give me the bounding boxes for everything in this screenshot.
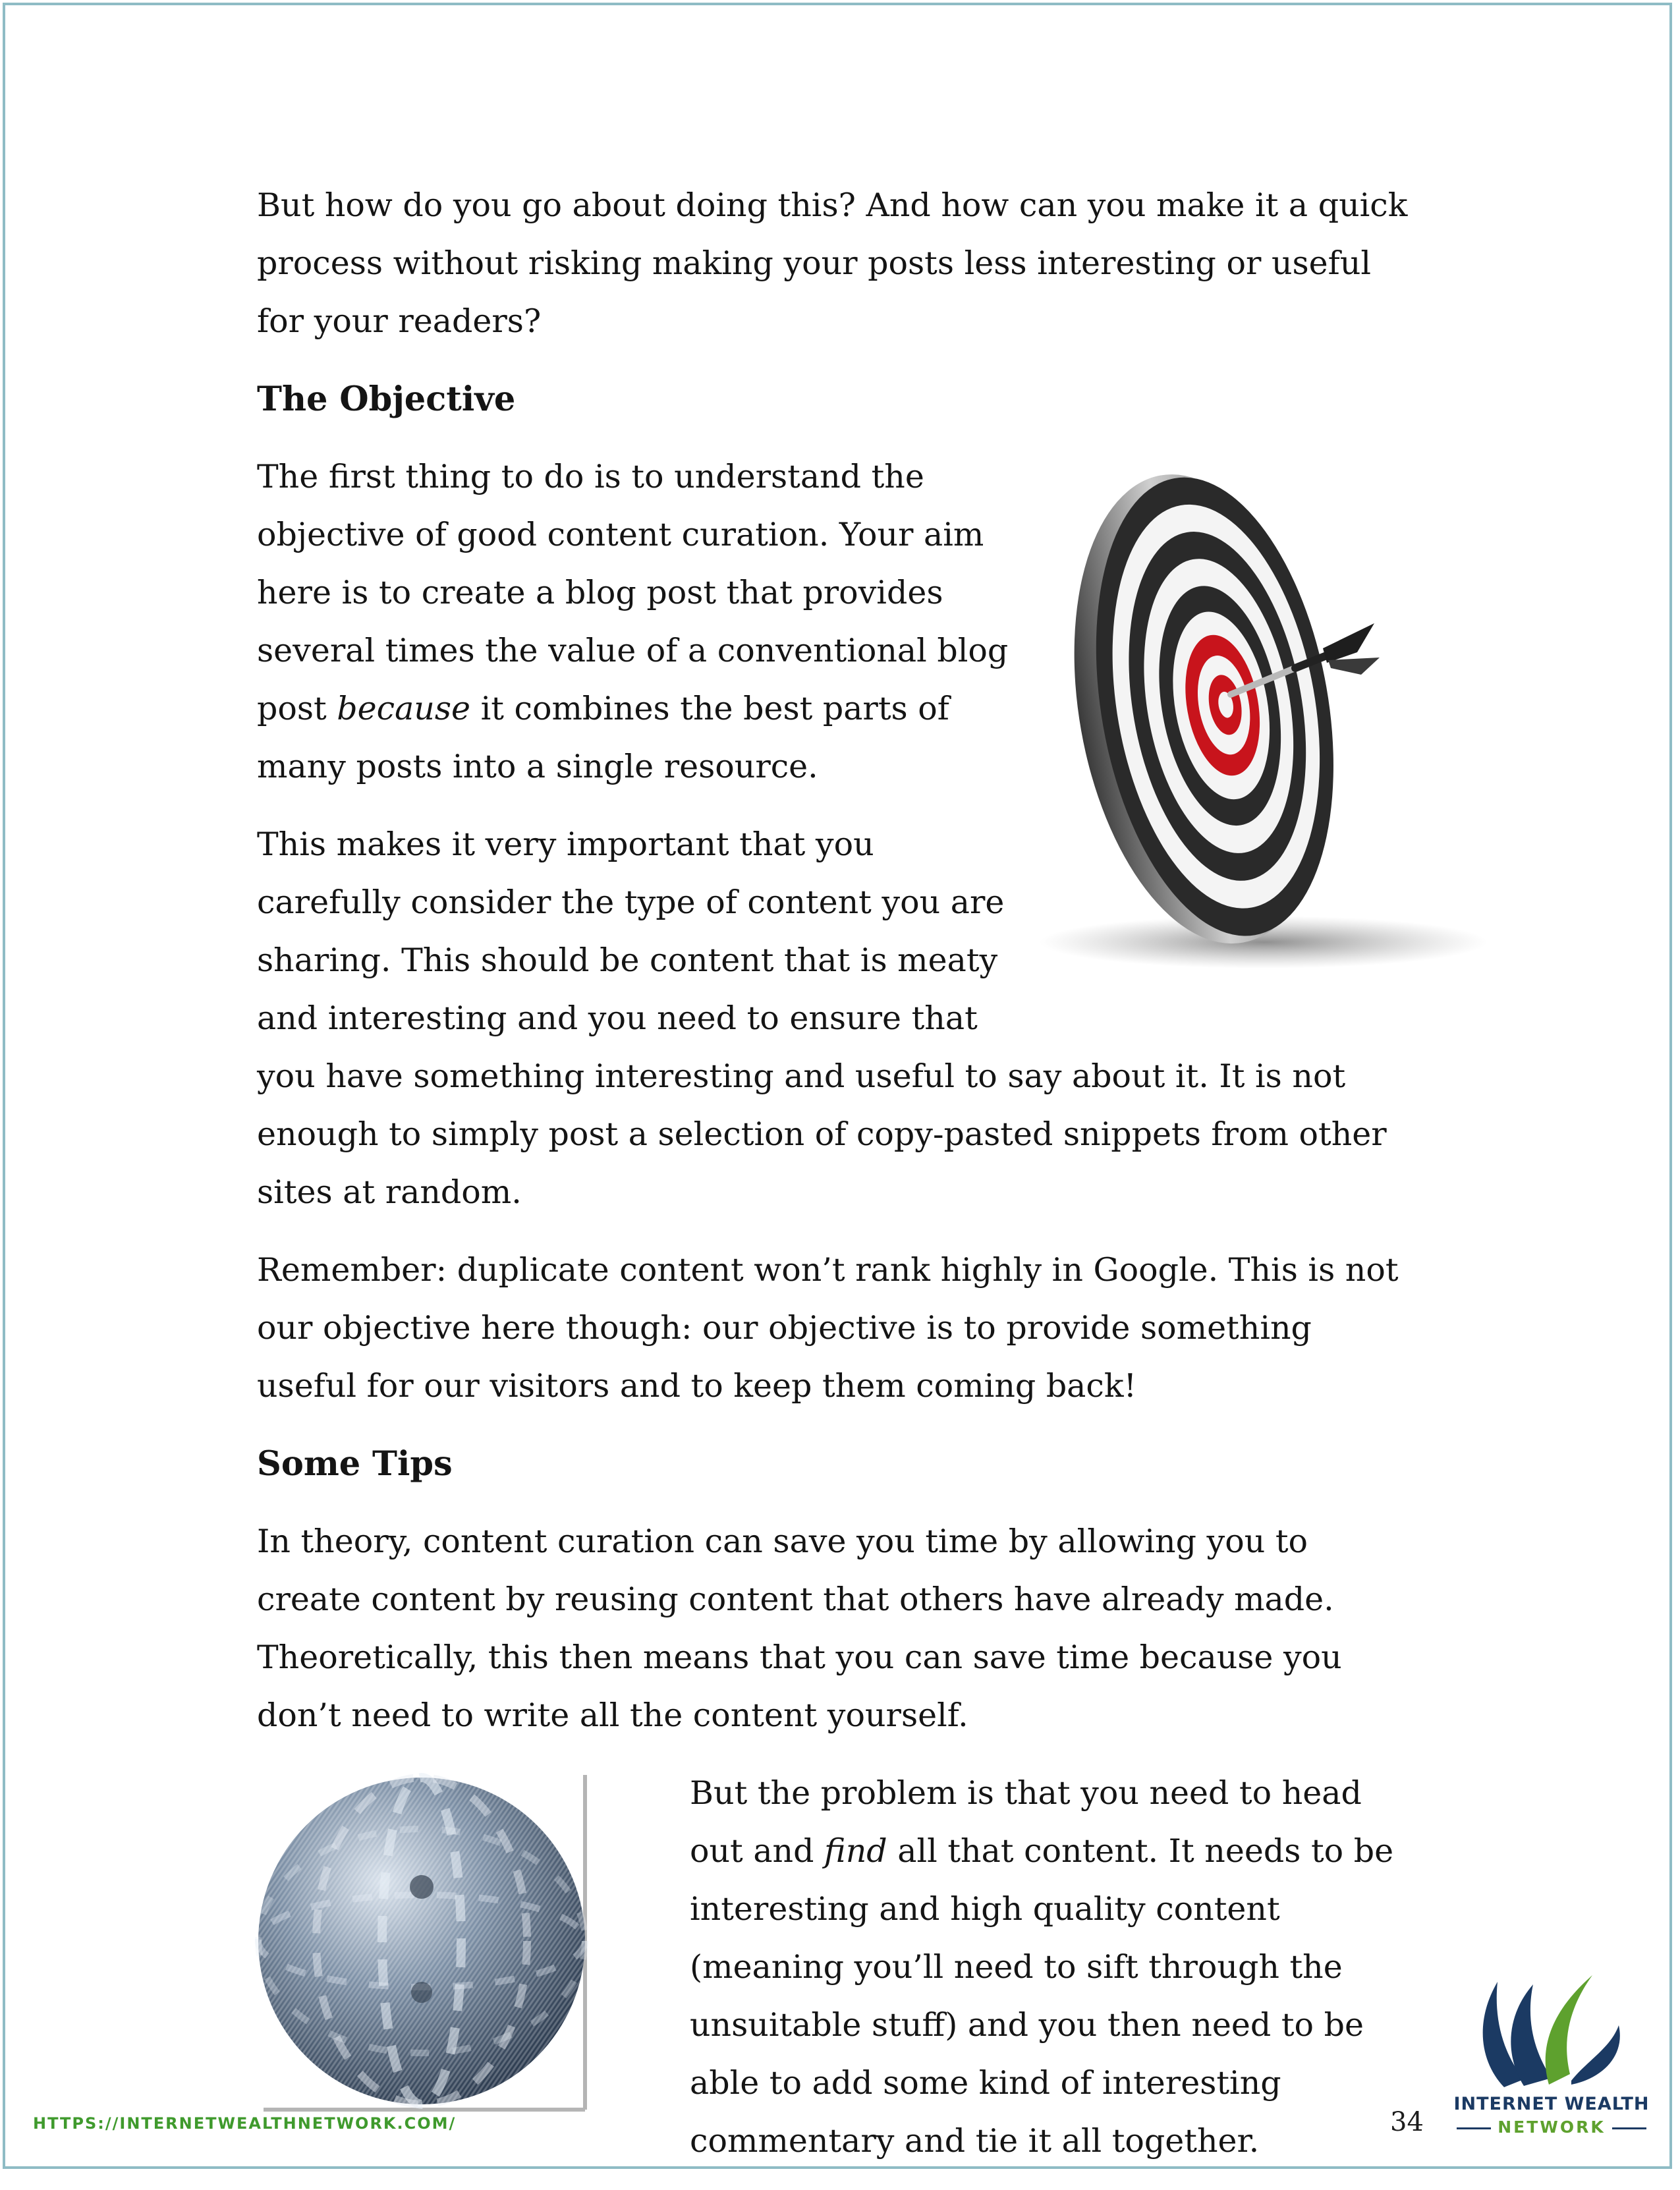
internet-wealth-network-logo [1446, 1962, 1657, 2140]
objective-heading: The Objective [257, 379, 516, 419]
logo-mark-icon [1446, 1962, 1657, 2094]
page-number: 34 [1390, 2107, 1424, 2137]
sphere-image [250, 1768, 594, 2118]
objective-paragraph-3: Remember: duplicate content won’t rank highly in Google. This is not our objective here though: our objective is to provide something useful for our visitors and to keep them coming back! [257, 1251, 1399, 1405]
dartboard-illustration [1019, 451, 1509, 1000]
tips-heading: Some Tips [257, 1444, 453, 1484]
page-content [257, 177, 1410, 2190]
tips-p2-emphasis: find [824, 1832, 887, 1870]
tips-paragraph-1: In theory, content curation can save you time by allowing you to create content by reusing content that others have already made. Theoretically, this then means that you can save time because you don’t need to write all the content yourself. [257, 1523, 1342, 1734]
logo-text-line-1: INTERNET WEALTH [1453, 2094, 1650, 2114]
tips-p2-text-end: all that content. It needs to be interesting and high quality content (meaning you’ll need to sift through the unsuitable stuff) and you then need to be able to add some kind of interesting commentary and tie it all together. [690, 1832, 1394, 2160]
footer-url-link[interactable]: HTTPS://INTERNETWEALTHNETWORK.COM/ [33, 2114, 457, 2133]
objective-p1-text-start: The first thing to do is to understand the objective of good content curation. Your aim here is to create a blog post that provides several times the value of a conventional blog post [257, 458, 1009, 727]
tips-p2-text-start: But the problem is that you need to head out and [690, 1774, 1362, 1870]
objective-p1-text-end: it combines the best parts of many posts into a single resource. [257, 690, 949, 785]
dartboard-image [1019, 451, 1509, 1000]
objective-p1-emphasis: because [337, 690, 471, 727]
logo-text-line-2: NETWORK [1446, 2118, 1657, 2137]
intro-paragraph: But how do you go about doing this? And how can you make it a quick process without risking making your posts less interesting or useful for your readers? [257, 186, 1408, 340]
sphere-illustration [250, 1768, 594, 2118]
objective-paragraph-2: This makes it very important that you carefully consider the type of content you are sharing. This should be content that is meaty and interesting and you need to ensure that you have something interesting and useful to say about it. It is not enough to simply post a selection of copy-pasted snippets from other sites at random. [257, 826, 1387, 1211]
